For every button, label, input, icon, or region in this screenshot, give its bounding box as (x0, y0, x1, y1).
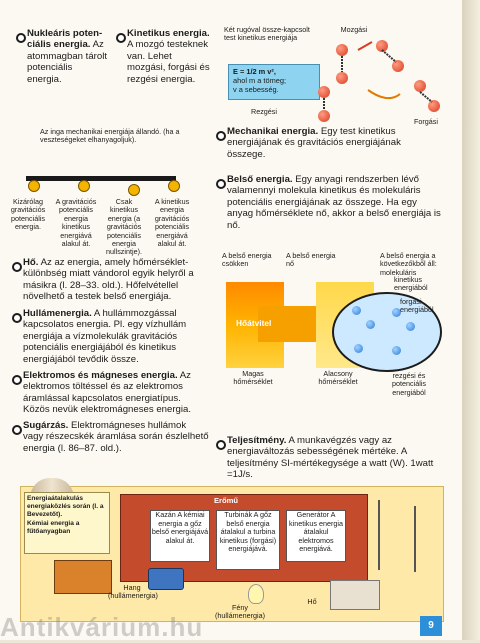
power-text: A munkavégzés vagy az energiaváltozás sebességének mértéke. A teljesítmény SI-mértékegysége a watt (W). 1watt =1J/s. (227, 435, 434, 481)
molecule-icon (354, 344, 363, 353)
pendulum-ball (168, 180, 180, 192)
nuclear-title: Nukleáris poten-ciális energia. (27, 28, 103, 51)
bullet-icon (12, 262, 22, 272)
label-light: Fény (hullámenergia) (215, 603, 265, 621)
plant-left-sub: Kémiai energia a fűtőanyagban (27, 520, 80, 536)
h-label-bottom-right: rezgési és potenciális energiából (392, 371, 426, 397)
heat-transfer-label: Hőátvitel (236, 318, 272, 328)
kinetic-desc: A mozgó testeknek van. Lehet mozgási, forgási és rezgési energia. (127, 39, 210, 85)
bullet-icon (12, 313, 22, 323)
watermark: Antikvárium.hu (0, 612, 204, 642)
mechanical-text: Egy test kinetikus energiájának és gravitációs energiájának összege. (227, 126, 401, 160)
label-sound: Hang (hullámenergia) (108, 583, 158, 601)
internal-title: Belső energia. (227, 174, 293, 185)
nuclear-paragraph (27, 28, 107, 85)
bullet-icon (216, 179, 226, 189)
electric-text: Az elektromos töltéssel és az elektromos áramlással kapcsolatos energiatípus. Közös nevük elektromágneses energia. (23, 370, 191, 416)
plant-left-box (24, 492, 110, 554)
seesaw-label-3: Csak kinetikus energia (a gravitációs potenciális energia nullszintje). (106, 197, 142, 257)
label-rotation: Forgási (414, 117, 438, 126)
bullet-icon (12, 375, 22, 385)
wave-text: A hullámmozgással kapcsolatos energia. Pl. egy vízhullám energiája a vízmolekulák gravitációs potenciális energiájából és kinetikus energiájából tevődik össze. (23, 308, 187, 365)
electric-paragraph (23, 370, 209, 416)
h-label-top-mid: A belső energia nő (286, 251, 336, 269)
formula-line-2: ahol m a tömeg; (233, 76, 286, 85)
molecule-icon (406, 322, 415, 331)
formula-line-3: v a sebesség. (233, 85, 279, 94)
pylon-icon (414, 506, 416, 572)
h-label-bottom-left: Magas hőmérséklet (233, 369, 273, 387)
plant-title: Erőmű (213, 496, 239, 505)
mechanical-title: Mechanikai energia. (227, 126, 319, 137)
oil-platform-icon (54, 560, 112, 594)
bullet-icon (12, 425, 22, 435)
boiler-box: Kazán A kémiai energia a gőz belső energiájává alakul át. (150, 510, 210, 562)
label-motion: Mozgási (340, 25, 368, 34)
radiation-paragraph (23, 420, 209, 454)
seesaw-label-4: A kinetikus energia gravitációs potenciális energiává alakul át. (154, 197, 190, 249)
seesaw-bar (26, 176, 176, 181)
molecule-icon (352, 306, 361, 315)
page-edge (462, 0, 480, 640)
kinetic-box-caption: Két rugóval össze-kapcsolt test kinetikus energiája (224, 25, 310, 43)
power-paragraph (227, 435, 441, 481)
light-bulb-icon (248, 584, 264, 604)
heat-text: Az az energia, amely hőmérséklet-különbség miatt vándorol egyik helyről a másikra (l. 28–33. old.). Hőfelvétellel növelhető a testek belső energiája. (23, 257, 194, 303)
label-vibration: Rezgési (251, 107, 277, 116)
wave-paragraph (23, 308, 209, 365)
pendulum-ball (128, 184, 140, 196)
seesaw-label-2: A gravitációs potenciális energia kinetikus energiává alakul át. (55, 197, 97, 249)
molecule-icon (392, 346, 401, 355)
kinetic-title: Kinetikus energia. (127, 28, 210, 39)
spring-lines (218, 20, 446, 130)
h-label-kinetic: kinetikus energiából (394, 275, 428, 293)
radiation-text: Elektromágneses hullámok vagy részecskék áramlása során észlelhető energia (l. 86–87. old.). (23, 420, 209, 454)
bullet-icon (116, 33, 126, 43)
internal-text: Egy anyagi rendszerben lévő valamennyi molekula kinetikus és molekuláris potenciális energiájának az összege. Ha egy anyag hőmérséklete nő, akkor a belső energiája is nő. (227, 174, 441, 231)
formula-line-1: E = 1/2 m v², (233, 67, 276, 76)
plant-left-title: Energiaátalakulás energiaközlés során (l. a Bevezetőt). (27, 495, 104, 518)
heat-title: Hő. (23, 257, 39, 268)
label-heat: Hő (307, 597, 317, 606)
seesaw-label-1: Kizárólag gravitációs potenciális energia. (10, 197, 46, 232)
h-label-rotation: forgási energiából (400, 297, 434, 315)
h-label-top-right: A belső energia a következőkből áll: molekuláris (380, 251, 437, 277)
page-number: 9 (420, 616, 442, 636)
generator-box: Generátor A kinetikus energia átalakul elektromos energiává. (286, 510, 346, 562)
wave-title: Hullámenergia. (23, 308, 92, 319)
bullet-icon (216, 131, 226, 141)
pendulum-ball (78, 180, 90, 192)
electric-title: Elektromos és mágneses energia. (23, 370, 178, 381)
power-title: Teljesítmény. (227, 435, 287, 446)
kinetic-diagram (218, 20, 446, 130)
molecule-icon (366, 320, 375, 329)
internal-paragraph (227, 174, 441, 231)
pendulum-ball (28, 180, 40, 192)
nuclear-desc: Az atommagban tárolt potenciális energia. (27, 39, 107, 85)
kinetic-paragraph (127, 28, 211, 85)
seesaw-caption: Az inga mechanikai energiája állandó. (ha a veszteségeket elhanyagoljuk). (40, 127, 180, 145)
bullet-icon (216, 440, 226, 450)
radiation-title: Sugárzás. (23, 420, 69, 431)
heater-icon (330, 580, 380, 610)
heat-paragraph (23, 257, 209, 303)
bullet-icon (16, 33, 26, 43)
h-label-top-left: A belső energia csökken (222, 251, 272, 269)
turbine-box: Turbinák A gőz belső energia átalakul a turbina kinetikus (forgási) energiájává. (216, 510, 280, 570)
h-label-bottom-mid: Alacsony hőmérséklet (318, 369, 358, 387)
mechanical-paragraph (227, 126, 441, 160)
pylon-icon (378, 500, 380, 570)
